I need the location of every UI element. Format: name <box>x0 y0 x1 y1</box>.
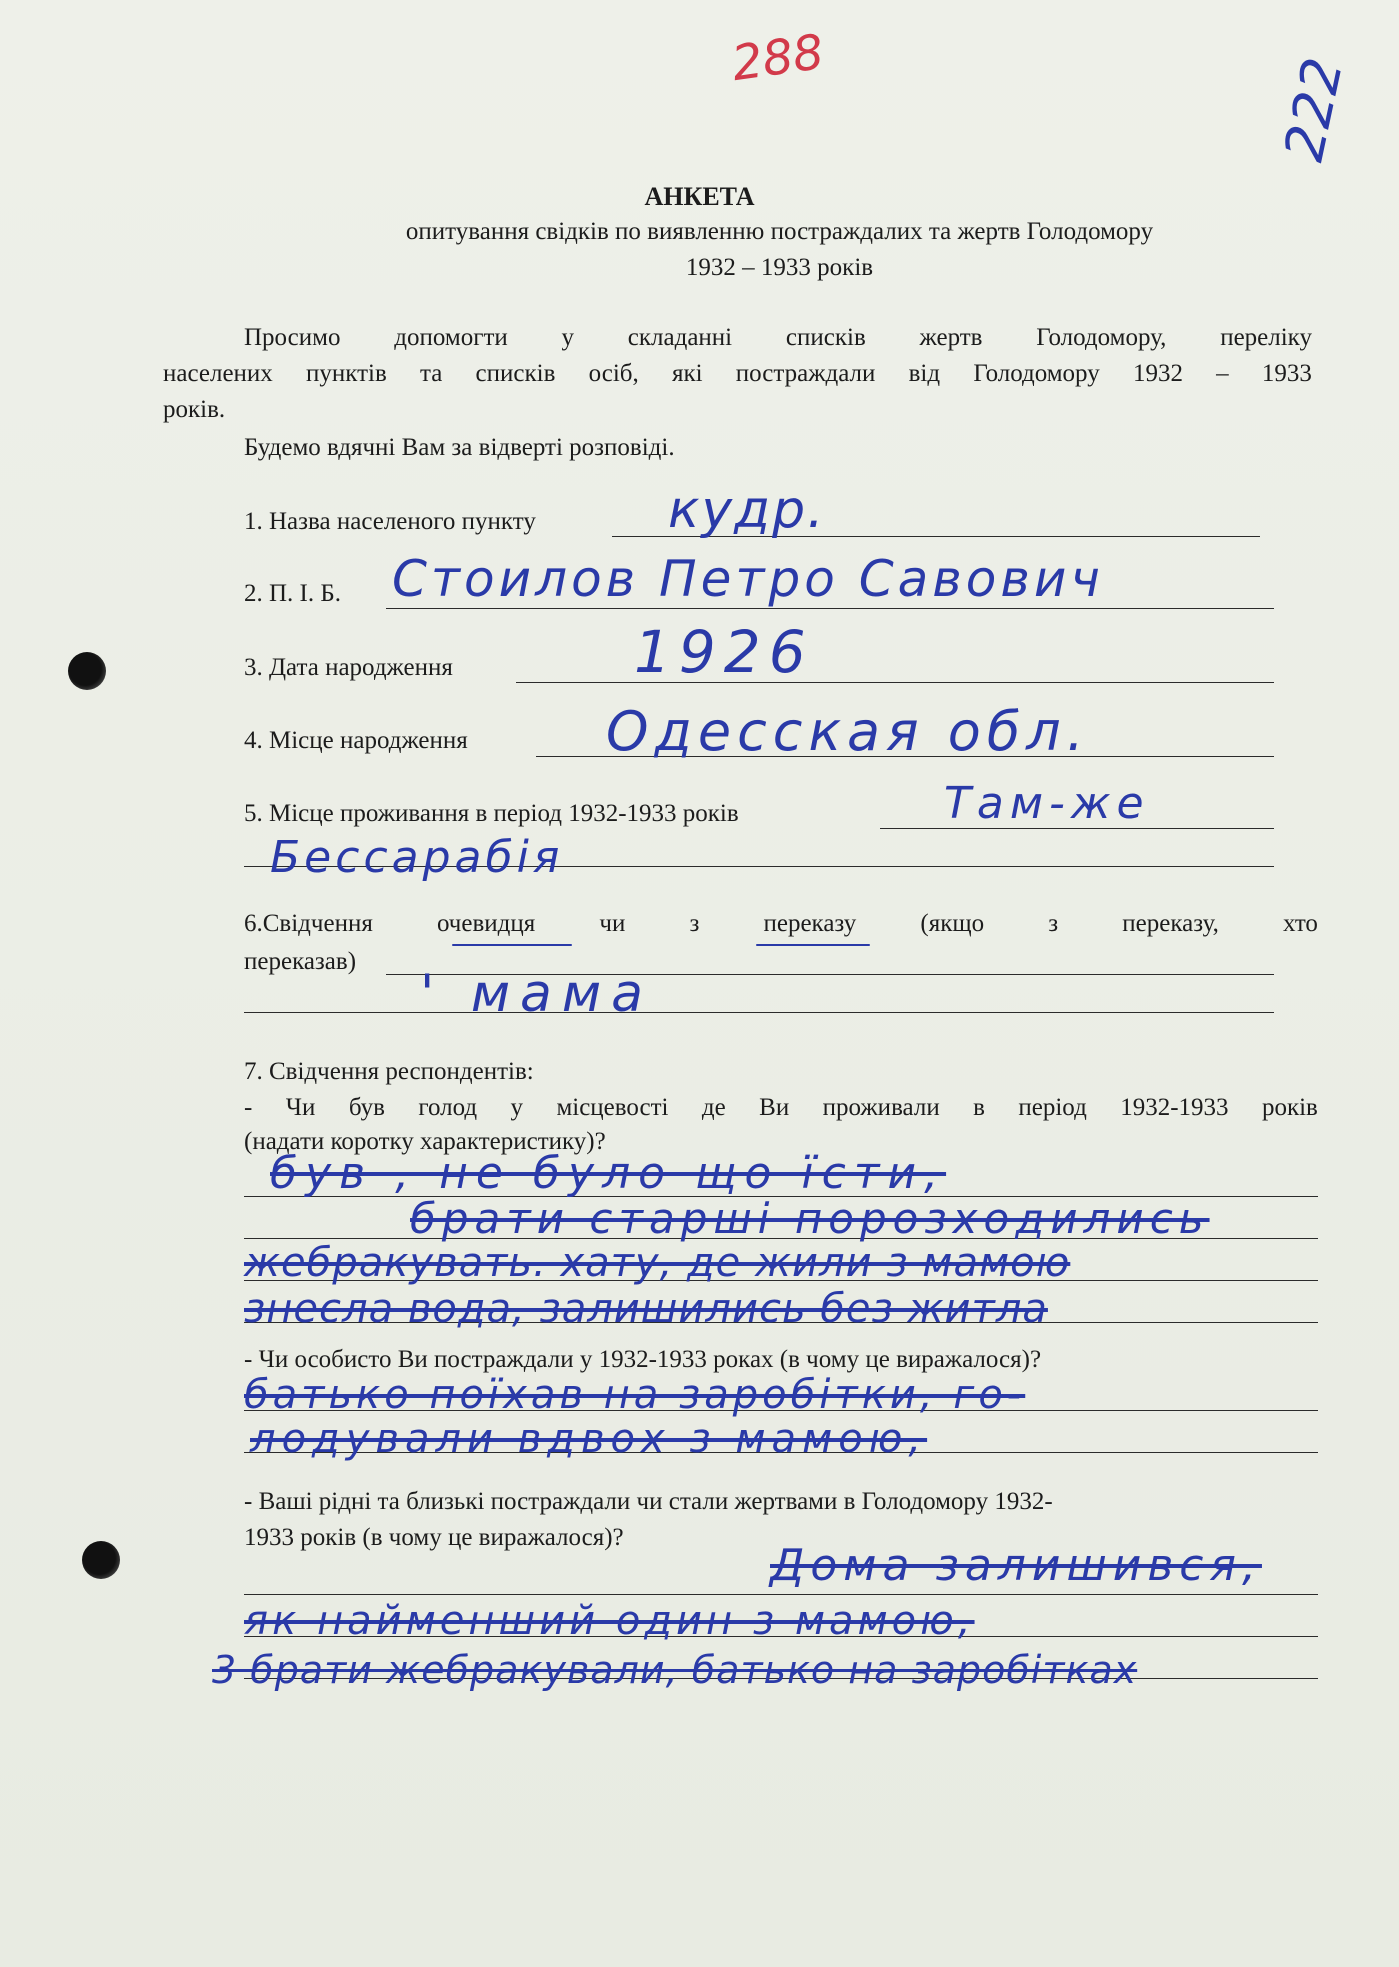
q6-answer: ' мама <box>420 964 654 1024</box>
q5-answer-2: Бессарабія <box>270 832 564 883</box>
qa-label-word: де <box>701 1094 726 1121</box>
form-title: АНКЕТА <box>644 182 755 211</box>
q4-answer: Одесская обл. <box>606 700 1090 763</box>
q6-label-word: хто <box>1282 910 1318 937</box>
intro-line2-word: 1933 <box>1261 360 1312 387</box>
qa-label-word: Ви <box>759 1094 790 1121</box>
q6-label-word: 6.Свідчення <box>244 910 373 937</box>
q5-answer-1: Там-же <box>944 778 1150 829</box>
intro-line2-word: осіб, <box>588 360 639 387</box>
q6-line-2 <box>244 1012 1274 1013</box>
punch-hole-bottom <box>82 1541 120 1579</box>
qa-answer-line-2: брати старші порозходились <box>410 1194 1210 1243</box>
q3-label: 3. Дата народження <box>244 654 453 681</box>
qa-label-word: - <box>244 1094 253 1121</box>
form-subtitle-line1: опитування свідків по виявленню постраждалих та жертв Голодомору <box>405 218 1154 245</box>
q6-label-word: переказу <box>763 910 857 937</box>
intro-line1-word: Голодомору, <box>1036 324 1167 351</box>
intro-line-3: років. <box>163 396 226 423</box>
intro-line2-word: – <box>1216 360 1229 387</box>
qc-line-1 <box>244 1594 1318 1595</box>
q6-label-word: (якщо <box>920 910 985 937</box>
intro-line-2 <box>163 360 1312 388</box>
intro-line2-word: 1932 <box>1132 360 1183 387</box>
q3-answer: 1926 <box>634 618 814 686</box>
qc-answer-line-3: 3 брати жебракували, батько на заробітках <box>212 1648 1138 1692</box>
qa-label-word: Чи <box>285 1094 316 1121</box>
section7-heading: 7. Свідчення респондентів: <box>244 1058 534 1085</box>
intro-line2-word: населених <box>163 360 273 387</box>
q6-label-word: очевидця <box>436 910 536 937</box>
intro-line1-word: Просимо <box>244 324 341 351</box>
q6-label-line2: переказав) <box>244 948 357 975</box>
qa-label-word: місцевості <box>556 1094 669 1121</box>
archive-number-red: 288 <box>728 23 828 93</box>
qb-answer-line-2: лодували вдвох з мамою, <box>250 1416 928 1462</box>
q2-line <box>386 608 1274 609</box>
qc-label-line1: - Ваші рідні та близькі постраждали чи стали жертвами в Голодомору 1932- <box>244 1488 1053 1515</box>
q6-underline-eyewitness <box>452 944 572 946</box>
intro-line-1 <box>244 324 1312 352</box>
q6-label-word: переказу, <box>1122 910 1219 937</box>
qa-label-line1 <box>244 1094 1318 1122</box>
q3-line <box>516 682 1274 683</box>
intro-line2-word: постраждали <box>735 360 876 387</box>
intro-line1-word: складанні <box>627 324 733 351</box>
page-number: 222 <box>1272 52 1356 167</box>
q6-label-word: з <box>689 910 700 937</box>
qa-answer-line-3: жебракувать. хату, де жили з мамою <box>244 1240 1071 1286</box>
intro-line1-word: списків <box>785 324 866 351</box>
q6-underline-retold <box>756 944 870 946</box>
qa-label-word: 1932-1933 <box>1120 1094 1229 1121</box>
qa-label-word: в <box>973 1094 985 1121</box>
intro-line1-word: жертв <box>919 324 983 351</box>
intro-line2-word: списків <box>475 360 556 387</box>
qa-label-word: період <box>1018 1094 1087 1121</box>
qa-label-word: голод <box>418 1094 478 1121</box>
intro-thanks: Будемо вдячні Вам за відверті розповіді. <box>244 434 675 461</box>
q6-label-word: з <box>1048 910 1059 937</box>
form-subtitle-line2: 1932 – 1933 років <box>685 254 874 281</box>
qa-label-word: у <box>510 1094 524 1121</box>
intro-line1-word: у <box>561 324 575 351</box>
punch-hole-top <box>68 652 106 690</box>
qc-label-line2: 1933 років (в чому це виражалося)? <box>244 1524 624 1551</box>
intro-line2-word: та <box>420 360 443 387</box>
intro-line2-word: які <box>671 360 703 387</box>
qa-label-word: проживали <box>822 1094 940 1121</box>
qa-answer-line-1: був , не було що їсти, <box>270 1148 947 1199</box>
qc-answer-line-1: Дома залишився, <box>770 1540 1262 1591</box>
qa-answer-line-4: знесла вода, залишились без житла <box>244 1286 1048 1332</box>
qa-label-word: років <box>1261 1094 1318 1121</box>
intro-line1-word: допомогти <box>394 324 508 351</box>
q1-label: 1. Назва населеного пункту <box>244 508 536 535</box>
q4-label: 4. Місце народження <box>244 727 468 754</box>
intro-line2-word: Голодомору <box>973 360 1100 387</box>
q1-answer: кудр. <box>668 480 826 540</box>
q5-label: 5. Місце проживання в період 1932-1933 років <box>244 800 739 827</box>
q6-label-word: чи <box>599 910 626 937</box>
qb-answer-line-1: батько поїхав на заробітки, го- <box>244 1372 1026 1418</box>
intro-line2-word: пунктів <box>306 360 387 387</box>
qa-label-line2: (надати коротку характеристику)? <box>244 1128 606 1155</box>
q6-label-line1 <box>244 910 1318 938</box>
qb-label: - Чи особисто Ви постраждали у 1932-1933 роках (в чому це виражалося)? <box>244 1346 1042 1373</box>
qc-answer-line-2: як найменший один з мамою, <box>244 1598 975 1644</box>
qa-label-word: був <box>348 1094 385 1121</box>
intro-line1-word: переліку <box>1220 324 1312 351</box>
intro-line2-word: від <box>908 360 941 387</box>
q2-label: 2. П. І. Б. <box>244 580 341 607</box>
q2-answer: Стоилов Петро Савович <box>392 550 1104 608</box>
